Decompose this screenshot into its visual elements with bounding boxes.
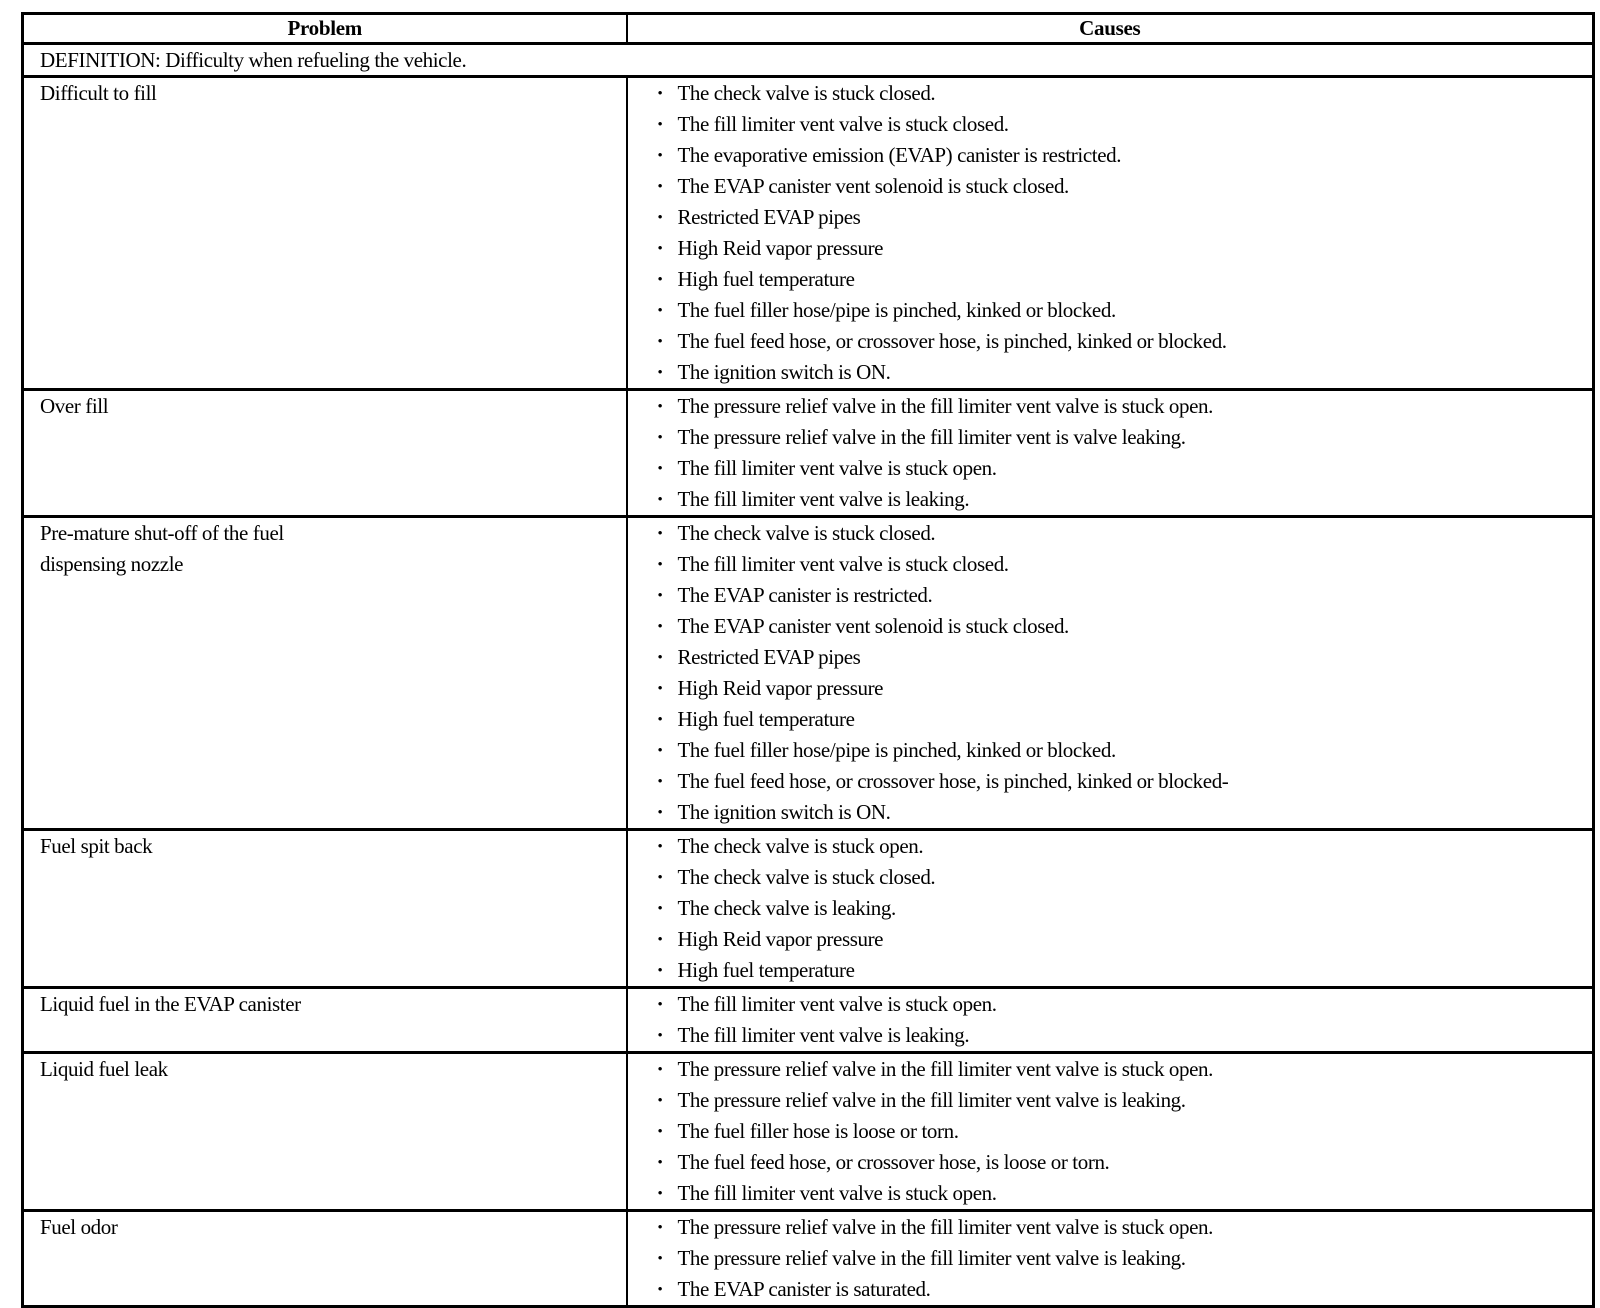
cause-text: High Reid vapor pressure xyxy=(677,676,884,700)
problem-cell xyxy=(23,1211,627,1307)
definition-row xyxy=(23,44,1594,77)
bullet-icon: • xyxy=(657,1186,663,1202)
causes-cell xyxy=(627,1053,1594,1211)
cause-item xyxy=(658,140,1593,171)
cause-text: The ignition switch is ON. xyxy=(677,360,891,384)
bullet-icon: • xyxy=(657,839,663,855)
problem-cell xyxy=(23,830,627,988)
header-row xyxy=(23,14,1594,44)
table-row xyxy=(23,517,1594,830)
cause-item xyxy=(658,518,1593,549)
bullet-icon: • xyxy=(657,1282,663,1298)
bullet-icon: • xyxy=(657,117,663,133)
cause-text: The fuel filler hose is loose or torn. xyxy=(677,1119,959,1143)
bullet-icon: • xyxy=(657,588,663,604)
bullet-icon: • xyxy=(657,774,663,790)
cause-text: The check valve is leaking. xyxy=(677,896,896,920)
bullet-icon: • xyxy=(657,272,663,288)
cause-text: The evaporative emission (EVAP) canister is restricted. xyxy=(677,143,1122,167)
bullet-icon: • xyxy=(657,1155,663,1171)
bullet-icon: • xyxy=(657,430,663,446)
cause-item xyxy=(658,735,1593,766)
cause-item xyxy=(658,1116,1593,1147)
cause-item xyxy=(658,766,1593,797)
cause-item xyxy=(658,1212,1593,1243)
causes-cell xyxy=(627,1211,1594,1307)
problem-cell xyxy=(23,988,627,1053)
cause-item xyxy=(658,171,1593,202)
cause-text: The fill limiter vent valve is stuck closed. xyxy=(677,552,1009,576)
cause-text: The fill limiter vent valve is stuck open. xyxy=(677,992,997,1016)
cause-text: The EVAP canister vent solenoid is stuck closed. xyxy=(677,614,1069,638)
cause-text: The fuel feed hose, or crossover hose, is pinched, kinked or blocked. xyxy=(677,329,1227,353)
bullet-icon: • xyxy=(657,461,663,477)
cause-text: Restricted EVAP pipes xyxy=(677,205,861,229)
cause-text: The fill limiter vent valve is stuck closed. xyxy=(677,112,1009,136)
cause-text: The fuel filler hose/pipe is pinched, kinked or blocked. xyxy=(677,738,1116,762)
bullet-icon: • xyxy=(657,241,663,257)
causes-list xyxy=(628,518,1593,828)
table-row xyxy=(23,988,1594,1053)
bullet-icon: • xyxy=(657,334,663,350)
cause-item xyxy=(658,862,1593,893)
cause-item xyxy=(658,611,1593,642)
bullet-icon: • xyxy=(657,365,663,381)
cause-item xyxy=(658,549,1593,580)
problem-text: Pre-mature shut-off of the fuel dispensing nozzle xyxy=(40,521,284,576)
diagnosis-table xyxy=(21,12,1595,1308)
bullet-icon: • xyxy=(657,526,663,542)
cause-item xyxy=(658,642,1593,673)
cause-text: The check valve is stuck closed. xyxy=(677,81,936,105)
bullet-icon: • xyxy=(657,681,663,697)
cause-text: The pressure relief valve in the fill limiter vent valve is leaking. xyxy=(677,1088,1186,1112)
cause-text: The ignition switch is ON. xyxy=(677,800,891,824)
causes-list xyxy=(628,989,1593,1051)
causes-list xyxy=(628,1212,1593,1305)
cause-item xyxy=(658,893,1593,924)
bullet-icon: • xyxy=(657,963,663,979)
cause-item xyxy=(658,955,1593,986)
cause-item xyxy=(658,357,1593,388)
cause-text: High Reid vapor pressure xyxy=(677,236,884,260)
causes-list xyxy=(628,78,1593,388)
bullet-icon: • xyxy=(657,870,663,886)
bullet-icon: • xyxy=(657,1028,663,1044)
cause-item xyxy=(658,989,1593,1020)
cause-text: The check valve is stuck closed. xyxy=(677,865,936,889)
problem-text: Liquid fuel leak xyxy=(40,1057,168,1081)
bullet-icon: • xyxy=(657,303,663,319)
bullet-icon: • xyxy=(657,1220,663,1236)
cause-item xyxy=(658,202,1593,233)
causes-list xyxy=(628,1054,1593,1209)
cause-text: The fill limiter vent valve is leaking. xyxy=(677,1023,970,1047)
problem-column-header: Problem xyxy=(23,14,627,44)
bullet-icon: • xyxy=(657,492,663,508)
bullet-icon: • xyxy=(657,1124,663,1140)
bullet-icon: • xyxy=(657,557,663,573)
bullet-icon: • xyxy=(657,1093,663,1109)
cause-item xyxy=(658,580,1593,611)
cause-item xyxy=(658,233,1593,264)
cause-item xyxy=(658,295,1593,326)
bullet-icon: • xyxy=(657,650,663,666)
cause-text: The pressure relief valve in the fill limiter vent valve is stuck open. xyxy=(677,394,1214,418)
bullet-icon: • xyxy=(657,179,663,195)
cause-item xyxy=(658,422,1593,453)
problem-cell xyxy=(23,77,627,390)
bullet-icon: • xyxy=(657,619,663,635)
cause-text: The check valve is stuck closed. xyxy=(677,521,936,545)
cause-text: The fill limiter vent valve is stuck open. xyxy=(677,456,997,480)
cause-item xyxy=(658,391,1593,422)
cause-text: Restricted EVAP pipes xyxy=(677,645,861,669)
cause-item xyxy=(658,109,1593,140)
bullet-icon: • xyxy=(657,743,663,759)
cause-item xyxy=(658,484,1593,515)
problem-text: Difficult to fill xyxy=(40,81,157,105)
causes-list xyxy=(628,391,1593,515)
cause-item xyxy=(658,797,1593,828)
causes-cell xyxy=(627,390,1594,517)
table-row xyxy=(23,830,1594,988)
cause-text: High fuel temperature xyxy=(677,707,855,731)
cause-text: The EVAP canister is saturated. xyxy=(677,1277,931,1301)
bullet-icon: • xyxy=(657,805,663,821)
cause-text: The EVAP canister is restricted. xyxy=(677,583,933,607)
cause-text: The pressure relief valve in the fill limiter vent is valve leaking. xyxy=(677,425,1186,449)
problem-text: Fuel odor xyxy=(40,1215,118,1239)
cause-text: The fuel filler hose/pipe is pinched, kinked or blocked. xyxy=(677,298,1116,322)
cause-item xyxy=(658,831,1593,862)
problem-cell xyxy=(23,390,627,517)
causes-cell xyxy=(627,830,1594,988)
problem-cell xyxy=(23,1053,627,1211)
bullet-icon: • xyxy=(657,1062,663,1078)
cause-text: The EVAP canister vent solenoid is stuck closed. xyxy=(677,174,1069,198)
definition-text: DEFINITION: Difficulty when refueling the vehicle. xyxy=(23,44,1594,77)
cause-item xyxy=(658,1274,1593,1305)
cause-item xyxy=(658,704,1593,735)
problem-text: Fuel spit back xyxy=(40,834,153,858)
bullet-icon: • xyxy=(657,210,663,226)
cause-item xyxy=(658,78,1593,109)
table-row xyxy=(23,390,1594,517)
cause-item xyxy=(658,1178,1593,1209)
bullet-icon: • xyxy=(657,1251,663,1267)
cause-item xyxy=(658,673,1593,704)
cause-text: The fuel feed hose, or crossover hose, is pinched, kinked or blocked- xyxy=(677,769,1229,793)
problem-text: Liquid fuel in the EVAP canister xyxy=(40,992,301,1016)
cause-item xyxy=(658,1054,1593,1085)
causes-column-header: Causes xyxy=(627,14,1594,44)
cause-text: High fuel temperature xyxy=(677,267,855,291)
causes-cell xyxy=(627,77,1594,390)
cause-text: High fuel temperature xyxy=(677,958,855,982)
problem-cell xyxy=(23,517,627,830)
cause-item xyxy=(658,453,1593,484)
cause-text: The pressure relief valve in the fill limiter vent valve is leaking. xyxy=(677,1246,1186,1270)
cause-text: The check valve is stuck open. xyxy=(677,834,924,858)
table-row xyxy=(23,1211,1594,1307)
cause-item xyxy=(658,326,1593,357)
cause-text: The pressure relief valve in the fill limiter vent valve is stuck open. xyxy=(677,1057,1214,1081)
problem-text: Over fill xyxy=(40,394,109,418)
causes-cell xyxy=(627,988,1594,1053)
cause-text: The pressure relief valve in the fill limiter vent valve is stuck open. xyxy=(677,1215,1214,1239)
cause-item xyxy=(658,1020,1593,1051)
bullet-icon: • xyxy=(657,901,663,917)
table-row xyxy=(23,1053,1594,1211)
cause-item xyxy=(658,1147,1593,1178)
bullet-icon: • xyxy=(657,148,663,164)
cause-item xyxy=(658,1085,1593,1116)
cause-item xyxy=(658,924,1593,955)
cause-item xyxy=(658,1243,1593,1274)
cause-text: High Reid vapor pressure xyxy=(677,927,884,951)
cause-text: The fill limiter vent valve is stuck open. xyxy=(677,1181,997,1205)
table-row xyxy=(23,77,1594,390)
bullet-icon: • xyxy=(657,932,663,948)
bullet-icon: • xyxy=(657,997,663,1013)
bullet-icon: • xyxy=(657,399,663,415)
cause-text: The fill limiter vent valve is leaking. xyxy=(677,487,970,511)
bullet-icon: • xyxy=(657,86,663,102)
bullet-icon: • xyxy=(657,712,663,728)
cause-item xyxy=(658,264,1593,295)
causes-list xyxy=(628,831,1593,986)
causes-cell xyxy=(627,517,1594,830)
cause-text: The fuel feed hose, or crossover hose, is loose or torn. xyxy=(677,1150,1110,1174)
